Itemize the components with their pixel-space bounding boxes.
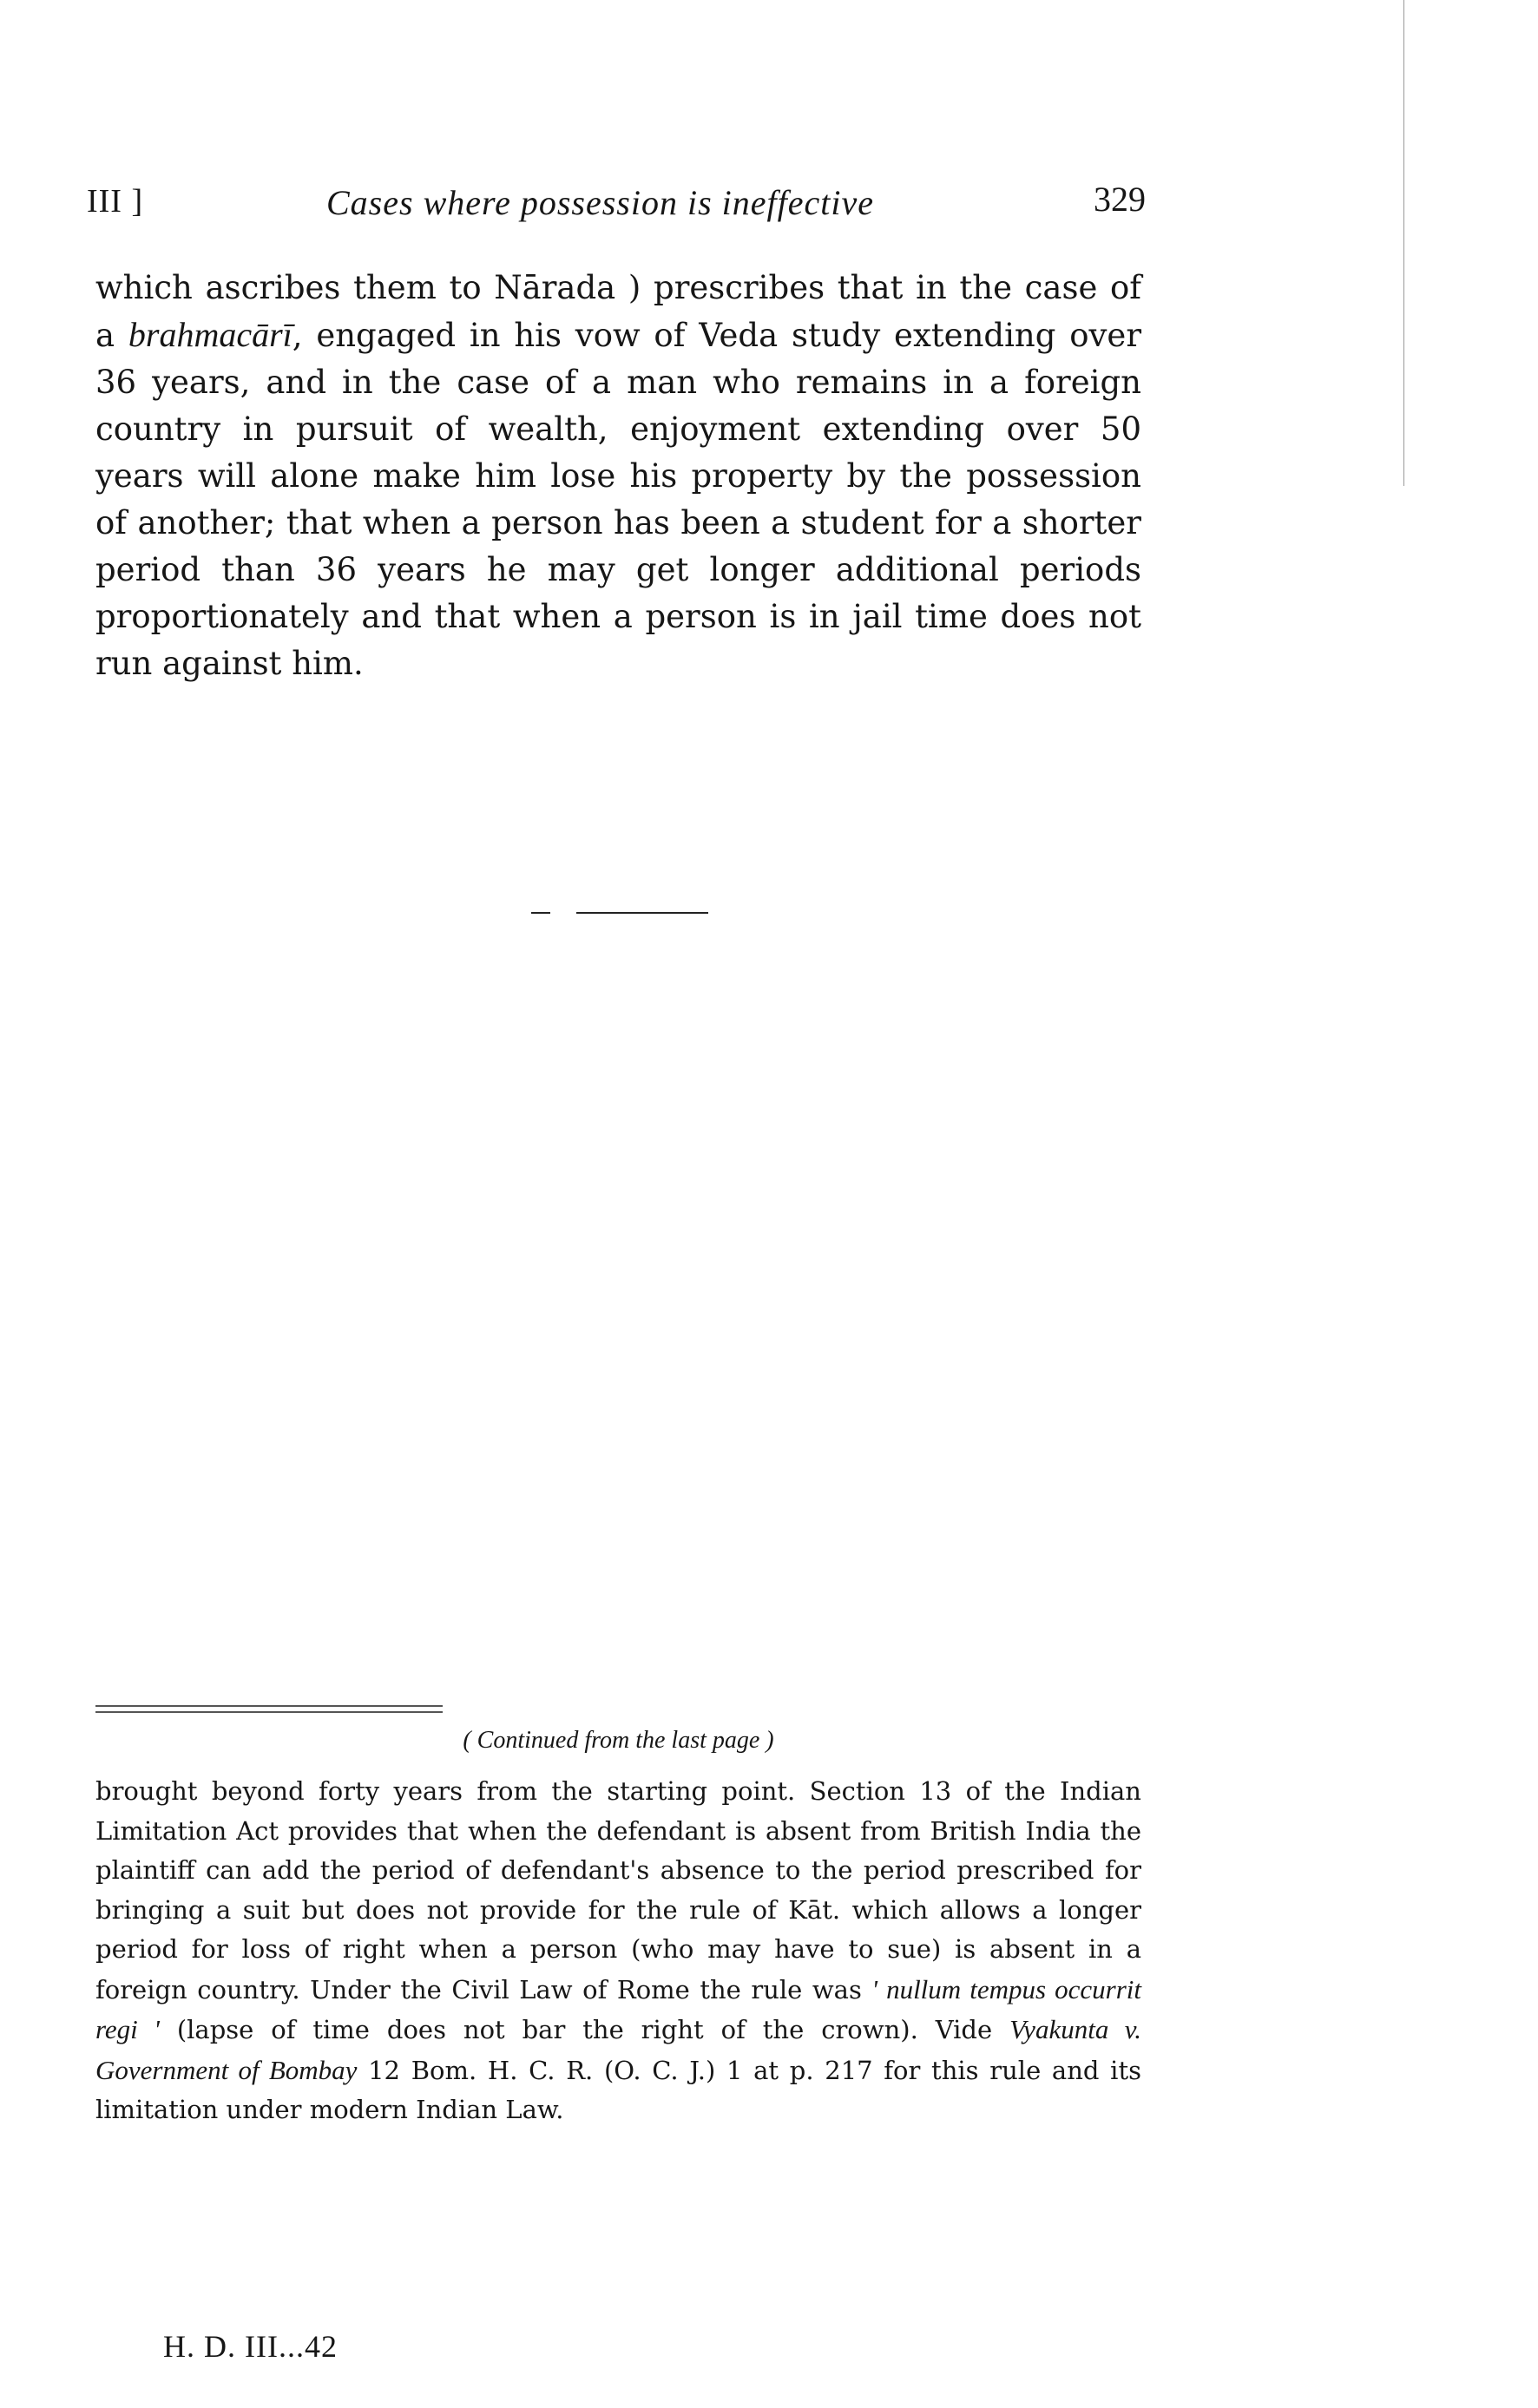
footnote-text-2: (lapse of time does not bar the right of the crown). Vide [159,2015,1010,2044]
footnote-text-3: 12 Bom. H. C. R. (O. C. J.) 1 at p. 217 for this rule and its limitation under modern Indian Law. [95,2055,1141,2124]
chapter-marker: III ] [87,183,144,220]
footnote-continued-label: ( Continued from the last page ) [463,1727,774,1754]
sanskrit-term: brahmacārī [128,315,292,354]
page-edge-line [1403,0,1404,486]
body-text-rest: , engaged in his vow of Veda study extending over 36 years, and in the case of a man who remains in a foreign country in pursuit of wealth, enjoyment extending over 50 years will alone make him lose his property by the possession of another; that when a person has been a student for a shorter period than 36 years he may get longer additional periods proportionately and that when a person is in jail time does not run against him. [95,317,1142,682]
case-citation: Vyakunta v. Government of Bombay [95,2014,1141,2085]
page-number: 329 [1094,180,1146,219]
section-separator [531,912,708,914]
running-title: Cases where possession is ineffective [326,183,874,222]
footnote-paragraph [95,1772,1141,2130]
running-header [87,182,1146,234]
latin-maxim: ' nullum tempus occurrit regi ' [95,1973,1141,2044]
footnote [95,1772,1141,2130]
footnote-text-1: brought beyond forty years from the starting point. Section 13 of the Indian Limitation Act provides that when the defendant is absent from British India the plaintiff can add the period of defendant's absence to the period prescribed for bringing a suit but does not provide for the rule of Kāt. which allows a longer period for loss of right when a person (who may have to sue) is absent in a foreign country. Under the Civil Law of Rome the rule was [95,1776,1141,2004]
body-paragraph [95,265,1141,687]
printer-signature: H. D. III...42 [163,2329,338,2364]
body-text-start: which ascribes them to Nārada ) prescribes that in the case of a [95,269,1141,354]
footnote-rule [95,1705,443,1713]
body-text [95,265,1141,687]
